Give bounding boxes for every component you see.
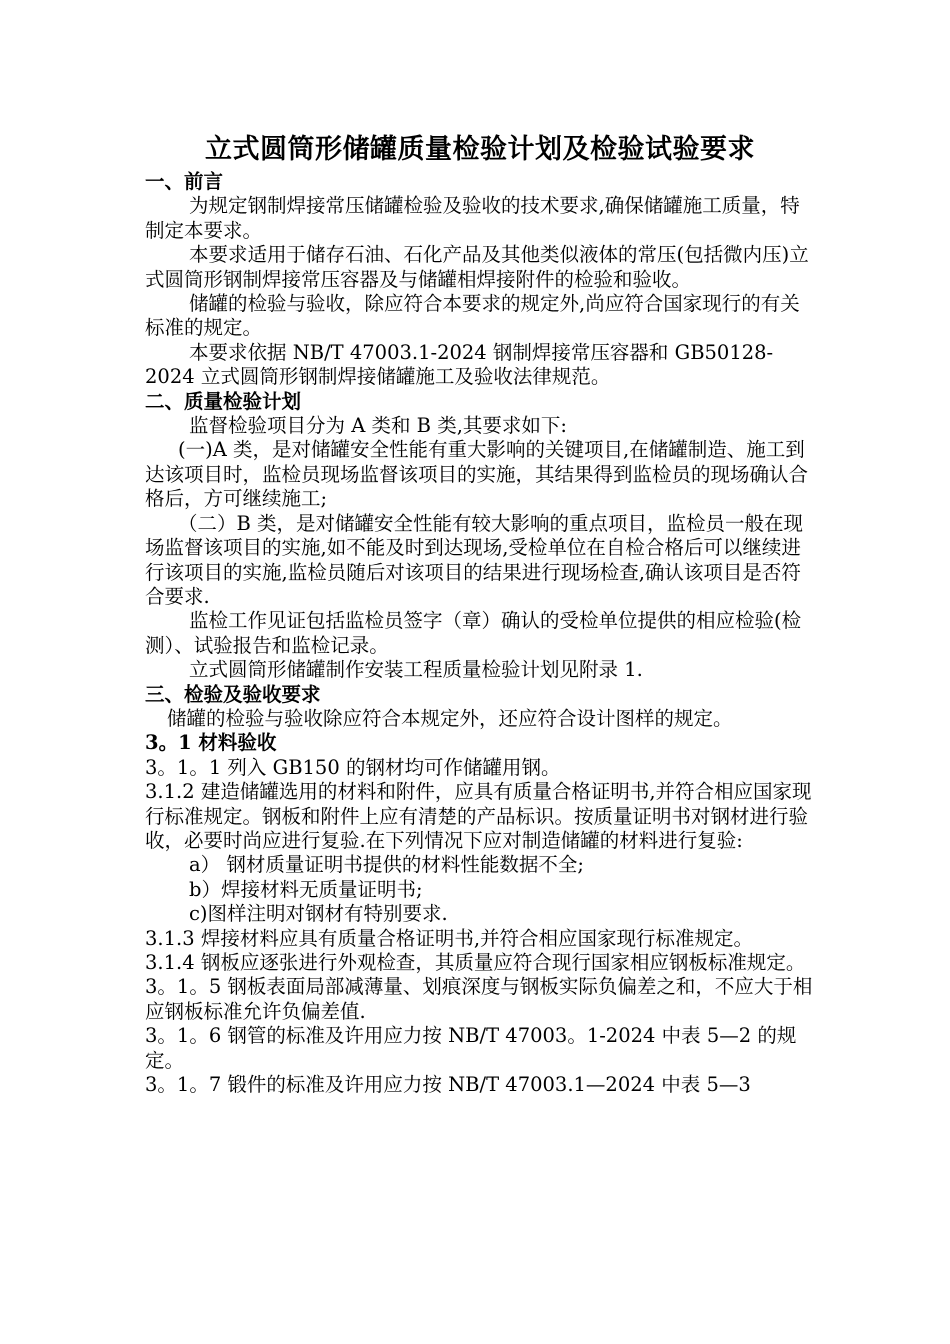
- section-heading-inspection: 三、检验及验收要求: [145, 682, 321, 706]
- clause: 3。1。7 锻件的标准及许用应力按 NB/T 47003.1—2024 中表 5—3: [145, 1073, 751, 1097]
- list-item-b: （二）B 类，是对储罐安全性能有较大影响的重点项目，监检员一般在现场监督该项目的实施,如不能及时到达现场,受检单位在自检合格后可以继续进行该项目的实施,监检员随后对该项目的结果进行现场检查,确认该项目是否符合要求.: [145, 511, 804, 608]
- clause-item: a） 钢材质量证明书提供的材料性能数据不全;: [189, 853, 584, 877]
- sub-heading-material: 3。1 材料验收: [145, 731, 277, 755]
- section-heading-quality-plan: 二、质量检验计划: [145, 389, 302, 413]
- paragraph: 本要求适用于储存石油、石化产品及其他类似液体的常压(包括微内压)立式圆筒形钢制焊接常压容器及与储罐相焊接附件的检验和验收。: [145, 243, 809, 291]
- clause: 3.1.3 焊接材料应具有质量合格证明书,并符合相应国家现行标准规定。: [145, 926, 754, 950]
- clause: 3.1.4 钢板应逐张进行外观检查，其质量应符合现行国家相应钢板标准规定。: [145, 951, 806, 974]
- clause: 3。1。5 钢板表面局部减薄量、划痕深度与钢板实际负偏差之和，不应大于相应钢板标准允许负偏差值.: [145, 975, 813, 1023]
- paragraph: 立式圆筒形储罐制作安装工程质量检验计划见附录 1.: [189, 658, 643, 682]
- clause: 3。1。1 列入 GB150 的钢材均可作储罐用钢。: [145, 755, 561, 779]
- clause: 3。1。6 钢管的标准及许用应力按 NB/T 47003。1-2024 中表 5—2 的规定。: [145, 1024, 797, 1072]
- clause-item: c)图样注明对钢材有特别要求.: [189, 902, 448, 926]
- paragraph: 储罐的检验与验收除应符合本规定外，还应符合设计图样的规定。: [167, 706, 733, 730]
- paragraph: 监督检验项目分为 A 类和 B 类,其要求如下:: [189, 414, 567, 438]
- paragraph: 监检工作见证包括监检员签字（章）确认的受检单位提供的相应检验(检测）、试验报告和监检记录。: [145, 609, 802, 657]
- clause-item: b）焊接材料无质量证明书;: [189, 877, 423, 901]
- paragraph: 为规定钢制焊接常压储罐检验及验收的技术要求,确保储罐施工质量，特制定本要求。: [145, 194, 800, 242]
- section-heading-preface: 一、前言: [145, 170, 224, 193]
- clause: 3.1.2 建造储罐选用的材料和附件，应具有质量合格证明书,并符合相应国家现行标准规定。钢板和附件上应有清楚的产品标识。按质量证明书对钢材进行验收，必要时尚应进行复验.在下列情况下应对制造储罐的材料进行复验:: [145, 780, 812, 852]
- paragraph: 本要求依据 NB/T 47003.1-2024 钢制焊接常压容器和 GB50128-2024 立式圆筒形钢制焊接储罐施工及验收法律规范。: [145, 340, 774, 389]
- list-item-a: (一)A 类，是对储罐安全性能有重大影响的关键项目,在储罐制造、施工到达该项目时，监检员现场监督该项目的实施，其结果得到监检员的现场确认合格后，方可继续施工;: [145, 438, 809, 511]
- document-page: [145, 130, 815, 1097]
- document-title: 立式圆筒形储罐质量检验计划及检验试验要求: [205, 134, 755, 165]
- paragraph: 储罐的检验与验收，除应符合本要求的规定外,尚应符合国家现行的有关标准的规定。: [145, 292, 800, 340]
